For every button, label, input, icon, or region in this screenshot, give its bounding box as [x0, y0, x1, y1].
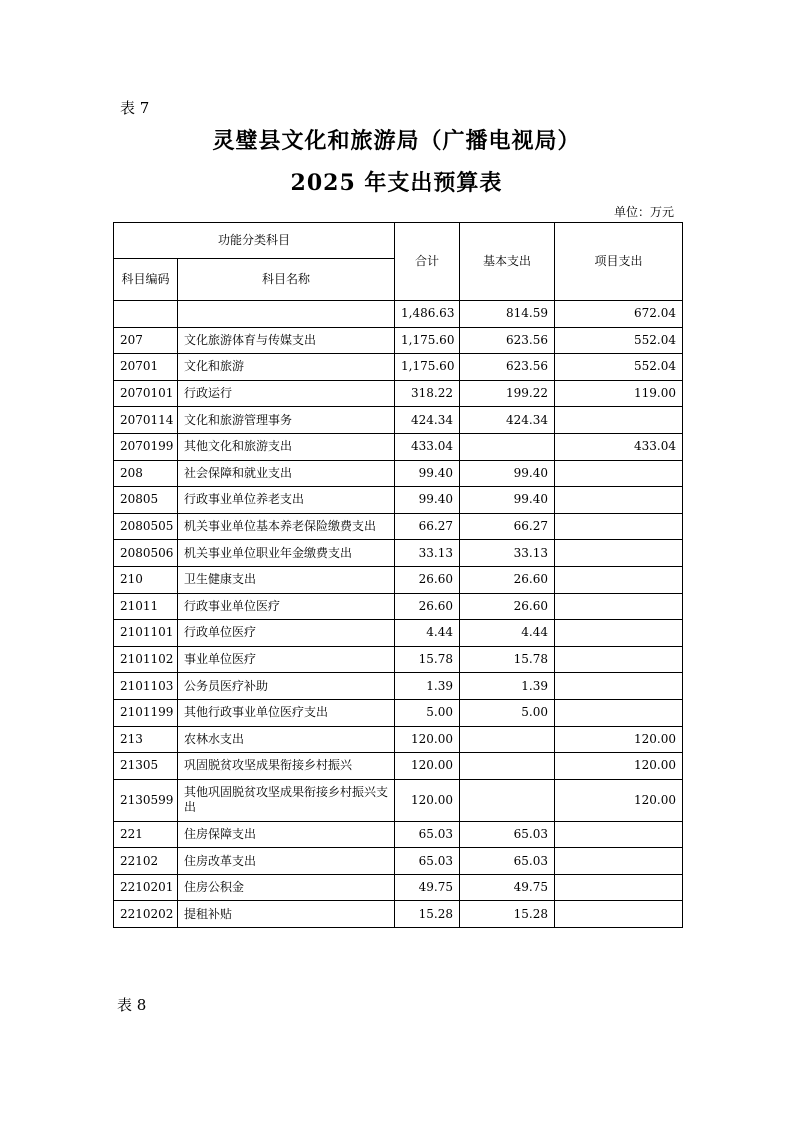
- cell-name: 文化旅游体育与传媒支出: [178, 327, 395, 354]
- cell-name: 文化和旅游: [178, 354, 395, 381]
- table-row: [114, 673, 683, 700]
- table-row: [114, 513, 683, 540]
- cell-total: 26.60: [395, 566, 460, 593]
- cell-basic: 33.13: [460, 540, 555, 567]
- table-row: [114, 354, 683, 381]
- cell-total: 1.39: [395, 673, 460, 700]
- table-row: [114, 566, 683, 593]
- cell-code: 2101103: [114, 673, 178, 700]
- cell-code: 2080506: [114, 540, 178, 567]
- cell-total: 433.04: [395, 433, 460, 460]
- cell-name: 其他文化和旅游支出: [178, 433, 395, 460]
- cell-project: [555, 821, 683, 848]
- header-project: 项目支出: [555, 223, 683, 301]
- table-row: [114, 699, 683, 726]
- cell-project: [555, 593, 683, 620]
- cell-basic: 623.56: [460, 354, 555, 381]
- cell-name: 其他行政事业单位医疗支出: [178, 699, 395, 726]
- cell-basic: [460, 726, 555, 753]
- table-row: [114, 380, 683, 407]
- cell-basic: 49.75: [460, 874, 555, 901]
- table-row: [114, 821, 683, 848]
- table-row: [114, 901, 683, 928]
- cell-project: [555, 407, 683, 434]
- cell-total: 120.00: [395, 753, 460, 780]
- cell-total: 15.78: [395, 646, 460, 673]
- cell-name: 巩固脱贫攻坚成果衔接乡村振兴: [178, 753, 395, 780]
- next-table-label: 表 8: [117, 996, 147, 1014]
- cell-code: 2101101: [114, 620, 178, 647]
- cell-basic: 99.40: [460, 487, 555, 514]
- cell-name: 公务员医疗补助: [178, 673, 395, 700]
- header-code: 科目编码: [114, 259, 178, 301]
- cell-name: 其他巩固脱贫攻坚成果衔接乡村振兴支出: [178, 779, 395, 821]
- cell-project: 120.00: [555, 726, 683, 753]
- cell-code: [114, 301, 178, 328]
- table-row: [114, 848, 683, 875]
- cell-name: 行政单位医疗: [178, 620, 395, 647]
- cell-basic: [460, 753, 555, 780]
- cell-project: 552.04: [555, 354, 683, 381]
- cell-total: 120.00: [395, 726, 460, 753]
- table-row: [114, 460, 683, 487]
- cell-code: 2070199: [114, 433, 178, 460]
- cell-name: 文化和旅游管理事务: [178, 407, 395, 434]
- cell-total: 99.40: [395, 460, 460, 487]
- cell-code: 20701: [114, 354, 178, 381]
- cell-name: 机关事业单位基本养老保险缴费支出: [178, 513, 395, 540]
- cell-project: [555, 673, 683, 700]
- cell-total: 65.03: [395, 821, 460, 848]
- cell-name: 行政运行: [178, 380, 395, 407]
- cell-code: 2070114: [114, 407, 178, 434]
- cell-total: 26.60: [395, 593, 460, 620]
- cell-total: 66.27: [395, 513, 460, 540]
- cell-basic: 15.78: [460, 646, 555, 673]
- cell-basic: 4.44: [460, 620, 555, 647]
- cell-code: 2101199: [114, 699, 178, 726]
- cell-total: 65.03: [395, 848, 460, 875]
- cell-project: [555, 513, 683, 540]
- table-row: [114, 753, 683, 780]
- cell-project: [555, 620, 683, 647]
- table-row: [114, 487, 683, 514]
- header-function-category: 功能分类科目: [114, 223, 395, 259]
- cell-basic: [460, 779, 555, 821]
- header-basic: 基本支出: [460, 223, 555, 301]
- cell-code: 208: [114, 460, 178, 487]
- cell-total: 1,486.63: [395, 301, 460, 328]
- cell-name: 卫生健康支出: [178, 566, 395, 593]
- table-row: [114, 540, 683, 567]
- cell-project: 120.00: [555, 753, 683, 780]
- cell-code: 213: [114, 726, 178, 753]
- cell-project: 119.00: [555, 380, 683, 407]
- cell-basic: 99.40: [460, 460, 555, 487]
- cell-code: 21011: [114, 593, 178, 620]
- cell-basic: 66.27: [460, 513, 555, 540]
- cell-name: [178, 301, 395, 328]
- cell-basic: 65.03: [460, 821, 555, 848]
- cell-basic: 814.59: [460, 301, 555, 328]
- cell-total: 99.40: [395, 487, 460, 514]
- cell-project: [555, 699, 683, 726]
- cell-project: [555, 646, 683, 673]
- budget-table: [113, 222, 683, 928]
- cell-code: 2080505: [114, 513, 178, 540]
- cell-code: 22102: [114, 848, 178, 875]
- table-number-label: 表 7: [120, 99, 150, 117]
- cell-basic: [460, 433, 555, 460]
- cell-project: [555, 901, 683, 928]
- cell-project: 120.00: [555, 779, 683, 821]
- cell-code: 210: [114, 566, 178, 593]
- table-row: [114, 407, 683, 434]
- table-row: [114, 301, 683, 328]
- cell-project: [555, 848, 683, 875]
- cell-total: 120.00: [395, 779, 460, 821]
- unit-label: 单位：万元: [613, 205, 674, 219]
- cell-project: [555, 874, 683, 901]
- cell-name: 事业单位医疗: [178, 646, 395, 673]
- cell-total: 15.28: [395, 901, 460, 928]
- cell-basic: 65.03: [460, 848, 555, 875]
- table-row: [114, 874, 683, 901]
- cell-code: 207: [114, 327, 178, 354]
- cell-code: 221: [114, 821, 178, 848]
- header-row-group: [114, 223, 683, 259]
- cell-name: 行政事业单位医疗: [178, 593, 395, 620]
- header-name: 科目名称: [178, 259, 395, 301]
- cell-name: 农林水支出: [178, 726, 395, 753]
- cell-total: 1,175.60: [395, 327, 460, 354]
- cell-code: 2130599: [114, 779, 178, 821]
- cell-name: 住房改革支出: [178, 848, 395, 875]
- document-subtitle: 2025 年支出预算表: [290, 170, 503, 196]
- cell-code: 2210201: [114, 874, 178, 901]
- cell-project: [555, 566, 683, 593]
- cell-total: 33.13: [395, 540, 460, 567]
- cell-code: 20805: [114, 487, 178, 514]
- cell-project: [555, 540, 683, 567]
- cell-name: 行政事业单位养老支出: [178, 487, 395, 514]
- cell-project: 552.04: [555, 327, 683, 354]
- cell-project: [555, 460, 683, 487]
- cell-total: 5.00: [395, 699, 460, 726]
- header-total: 合计: [395, 223, 460, 301]
- table-row: [114, 620, 683, 647]
- cell-basic: 15.28: [460, 901, 555, 928]
- cell-basic: 623.56: [460, 327, 555, 354]
- cell-code: 2070101: [114, 380, 178, 407]
- cell-name: 提租补贴: [178, 901, 395, 928]
- cell-basic: 199.22: [460, 380, 555, 407]
- cell-name: 社会保障和就业支出: [178, 460, 395, 487]
- table-row: [114, 433, 683, 460]
- cell-basic: 424.34: [460, 407, 555, 434]
- cell-basic: 26.60: [460, 566, 555, 593]
- cell-code: 2101102: [114, 646, 178, 673]
- cell-name: 住房保障支出: [178, 821, 395, 848]
- cell-project: 672.04: [555, 301, 683, 328]
- cell-code: 21305: [114, 753, 178, 780]
- cell-total: 424.34: [395, 407, 460, 434]
- table-row: [114, 327, 683, 354]
- table-row: [114, 593, 683, 620]
- cell-total: 49.75: [395, 874, 460, 901]
- cell-name: 机关事业单位职业年金缴费支出: [178, 540, 395, 567]
- cell-total: 1,175.60: [395, 354, 460, 381]
- cell-code: 2210202: [114, 901, 178, 928]
- cell-basic: 5.00: [460, 699, 555, 726]
- cell-total: 318.22: [395, 380, 460, 407]
- cell-basic: 26.60: [460, 593, 555, 620]
- cell-name: 住房公积金: [178, 874, 395, 901]
- cell-project: [555, 487, 683, 514]
- cell-total: 4.44: [395, 620, 460, 647]
- table-row: [114, 779, 683, 821]
- document-title: 灵璧县文化和旅游局（广播电视局）: [212, 128, 581, 154]
- table-row: [114, 646, 683, 673]
- cell-basic: 1.39: [460, 673, 555, 700]
- table-row: [114, 726, 683, 753]
- cell-project: 433.04: [555, 433, 683, 460]
